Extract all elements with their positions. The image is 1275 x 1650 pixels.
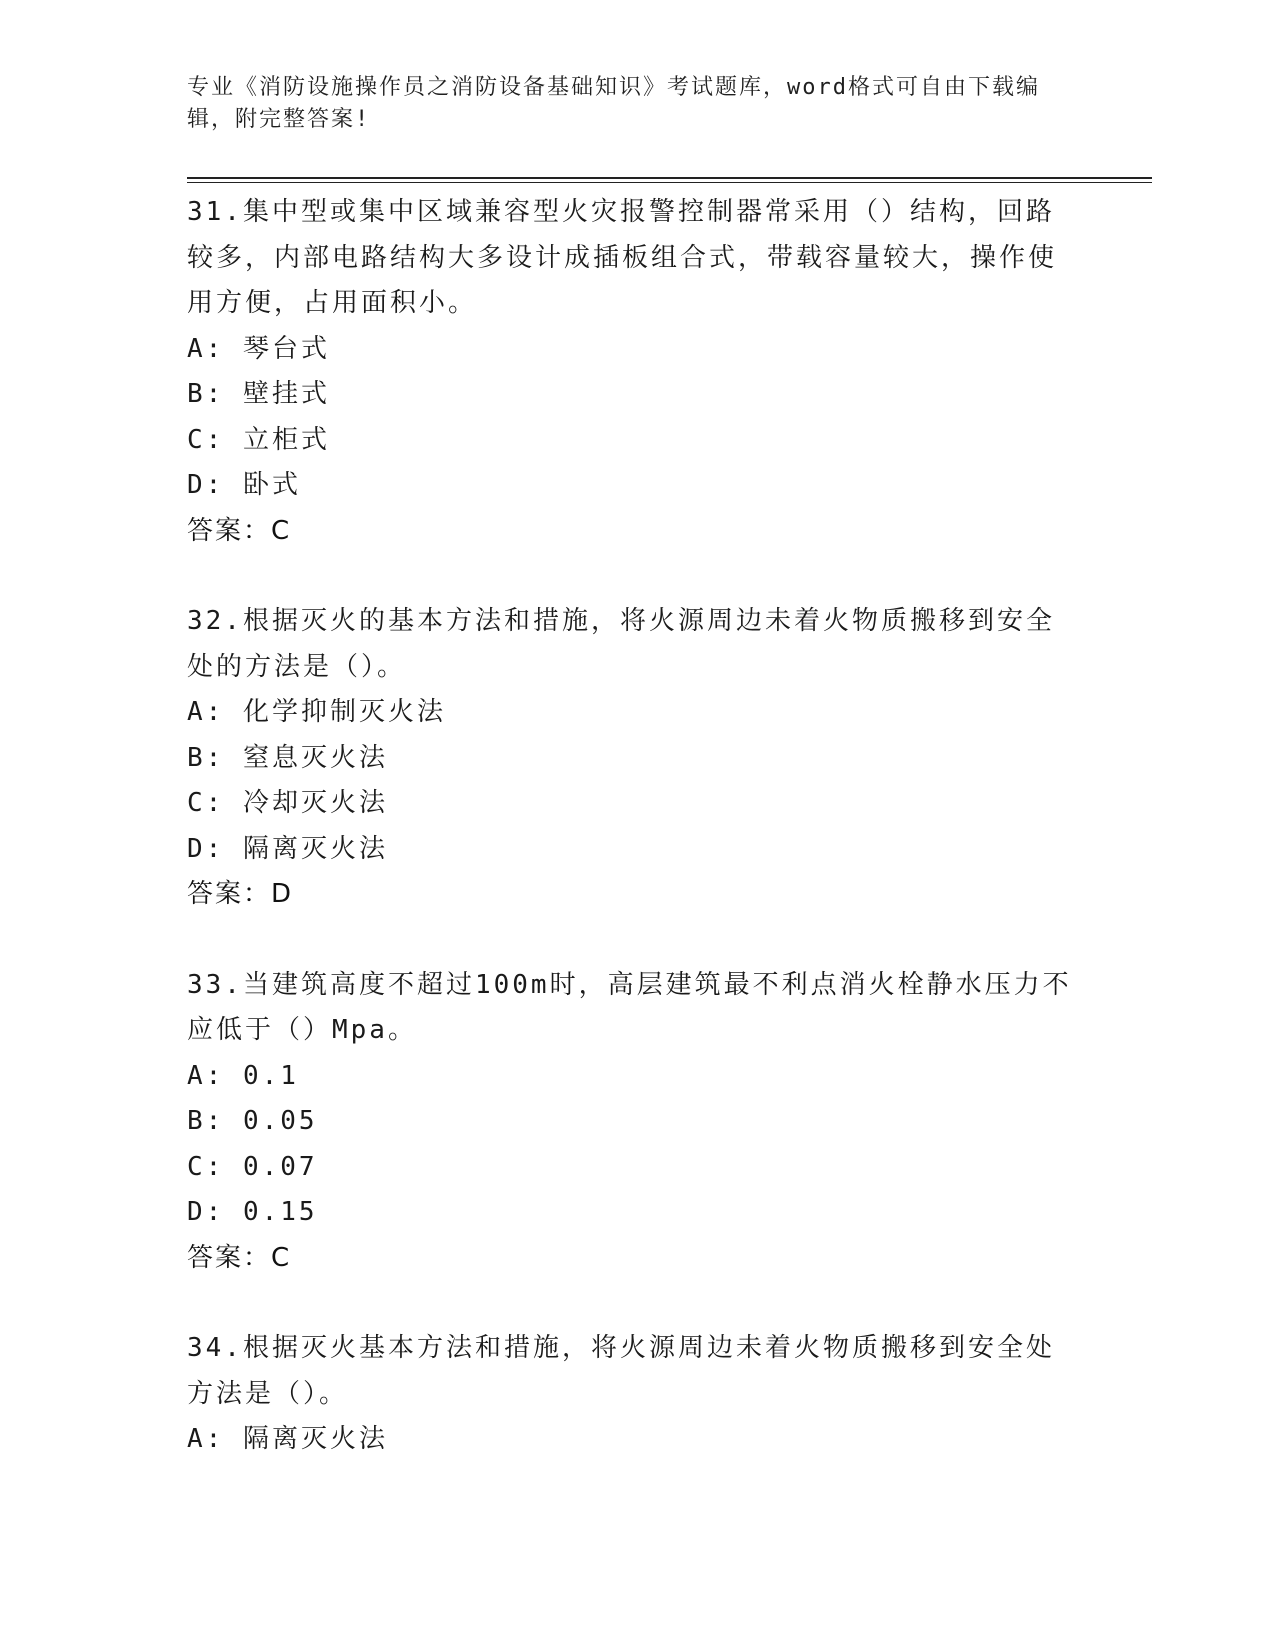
option-a: A: 隔离灭火法 [187, 1424, 388, 1454]
question-33 [187, 963, 1077, 1282]
answer-line: 答案：C [187, 1242, 292, 1273]
question-stem: 34.根据灭火基本方法和措施，将火源周边未着火物质搬移到安全处方法是（）。 [187, 1333, 1055, 1409]
option-a: A: 0.1 [187, 1060, 299, 1091]
option-d: D: 卧式 [187, 470, 301, 500]
option-b: B: 0.05 [187, 1106, 318, 1136]
question-stem: 32.根据灭火的基本方法和措施，将火源周边未着火物质搬移到安全处的方法是（）。 [187, 606, 1055, 682]
option-a: A: 琴台式 [187, 333, 330, 364]
question-spacer [187, 1281, 1077, 1326]
question-32 [187, 599, 1077, 918]
question-34 [187, 1326, 1077, 1463]
answer-line: 答案：C [187, 515, 292, 546]
question-spacer [187, 918, 1077, 963]
option-c: C: 冷却灭火法 [187, 788, 388, 818]
answer-line: 答案：D [187, 879, 294, 909]
option-c: C: 立柜式 [187, 424, 330, 455]
question-stem: 33.当建筑高度不超过100m时，高层建筑最不利点消火栓静水压力不应低于（）Mpa。 [187, 969, 1072, 1045]
question-list [187, 190, 1077, 1463]
option-d: D: 隔离灭火法 [187, 833, 388, 864]
header-divider-thick [187, 177, 1152, 179]
option-b: B: 窒息灭火法 [187, 742, 388, 773]
header-divider-thin [187, 182, 1152, 183]
document-header: 专业《消防设施操作员之消防设备基础知识》考试题库，word格式可自由下载编辑，附完整答案! [187, 75, 1040, 132]
option-a: A: 化学抑制灭火法 [187, 697, 446, 727]
question-stem: 31.集中型或集中区域兼容型火灾报警控制器常采用（）结构，回路较多，内部电路结构大多设计成插板组合式，带载容量较大，操作使用方便，占用面积小。 [187, 197, 1058, 318]
question-spacer [187, 554, 1077, 599]
option-b: B: 壁挂式 [187, 379, 330, 409]
option-c: C: 0.07 [187, 1151, 318, 1182]
question-31 [187, 190, 1077, 554]
option-d: D: 0.15 [187, 1197, 318, 1227]
